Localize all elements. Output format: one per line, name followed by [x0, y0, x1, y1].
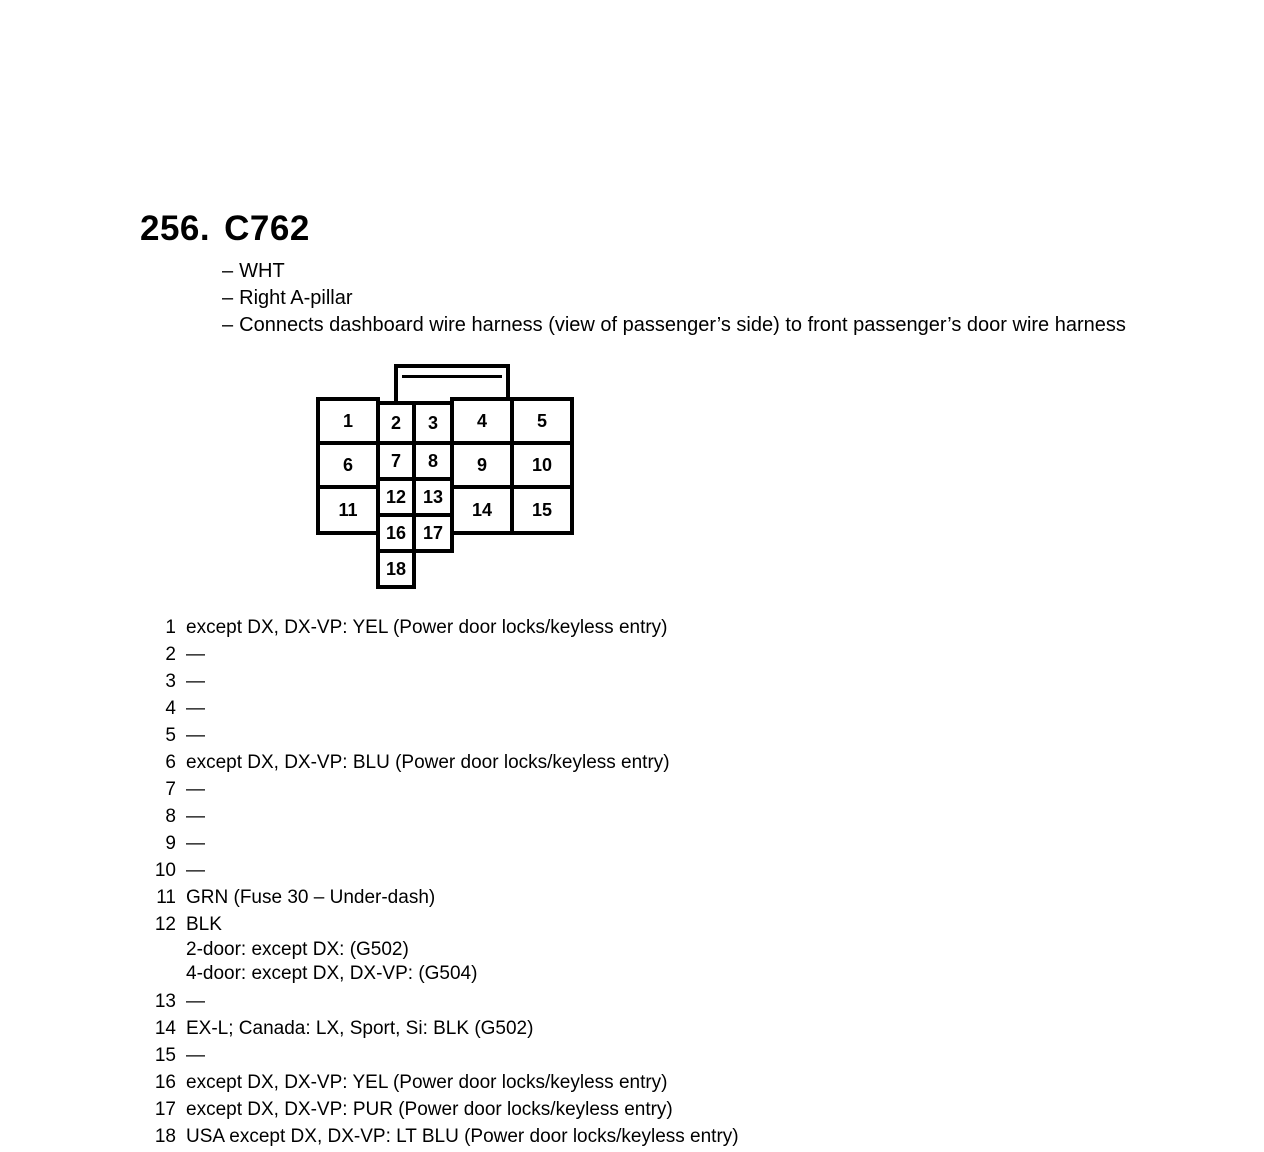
connector-name: C762	[224, 209, 310, 248]
pin-row: 3 —	[165, 671, 205, 692]
pin-row: 2 —	[165, 644, 205, 665]
connector-description	[222, 258, 1126, 339]
cavity-3: 3	[412, 401, 454, 445]
cavity-7: 7	[376, 441, 416, 481]
connector-number: 256.	[140, 209, 211, 248]
pin-row: 5 —	[165, 725, 205, 746]
cavity-1: 1	[316, 397, 380, 445]
cavity-18: 18	[376, 549, 416, 589]
pin-row: 10 —	[154, 860, 205, 881]
cavity-16: 16	[376, 513, 416, 553]
pin-row: 7 —	[165, 779, 205, 800]
description-line: – Connects dashboard wire harness (view of passenger’s side) to front passenger’s door wire harness	[222, 314, 1126, 336]
description-line: – WHT	[222, 260, 285, 282]
pin-row: 12 BLK 2-door: except DX: (G502) 4-door: except DX, DX-VP: (G504)	[154, 914, 478, 984]
cavity-17: 17	[412, 513, 454, 553]
pin-row: 17 except DX, DX-VP: PUR (Power door locks/keyless entry)	[154, 1099, 673, 1120]
pin-row: 11 GRN (Fuse 30 – Under-dash)	[156, 887, 436, 908]
pin-row: 1 except DX, DX-VP: YEL (Power door locks/keyless entry)	[165, 617, 668, 638]
cavity-12: 12	[376, 477, 416, 517]
pin-row: 16 except DX, DX-VP: YEL (Power door locks/keyless entry)	[154, 1072, 668, 1093]
cavity-5: 5	[510, 397, 574, 445]
cavity-10: 10	[510, 441, 574, 489]
cavity-13: 13	[412, 477, 454, 517]
description-line: – Right A-pillar	[222, 287, 353, 309]
cavity-8: 8	[412, 441, 454, 481]
pin-row: 14 EX-L; Canada: LX, Sport, Si: BLK (G502)	[154, 1018, 534, 1039]
connector-title	[140, 209, 310, 249]
pin-list	[150, 614, 739, 1150]
cavity-11: 11	[316, 485, 380, 535]
pin-row: 18 USA except DX, DX-VP: LT BLU (Power door locks/keyless entry)	[154, 1126, 739, 1147]
pin-row: 9 —	[165, 833, 205, 854]
pin-row: 15 —	[154, 1045, 205, 1066]
cavity-15: 15	[510, 485, 574, 535]
pin-row: 6 except DX, DX-VP: BLU (Power door locks/keyless entry)	[165, 752, 670, 773]
pin-row: 8 —	[165, 806, 205, 827]
cavity-14: 14	[450, 485, 514, 535]
cavity-2: 2	[376, 401, 416, 445]
cavity-4: 4	[450, 397, 514, 445]
cavity-9: 9	[450, 441, 514, 489]
pin-row: 4 —	[165, 698, 205, 719]
pin-row: 13 —	[154, 991, 205, 1012]
cavity-6: 6	[316, 441, 380, 489]
